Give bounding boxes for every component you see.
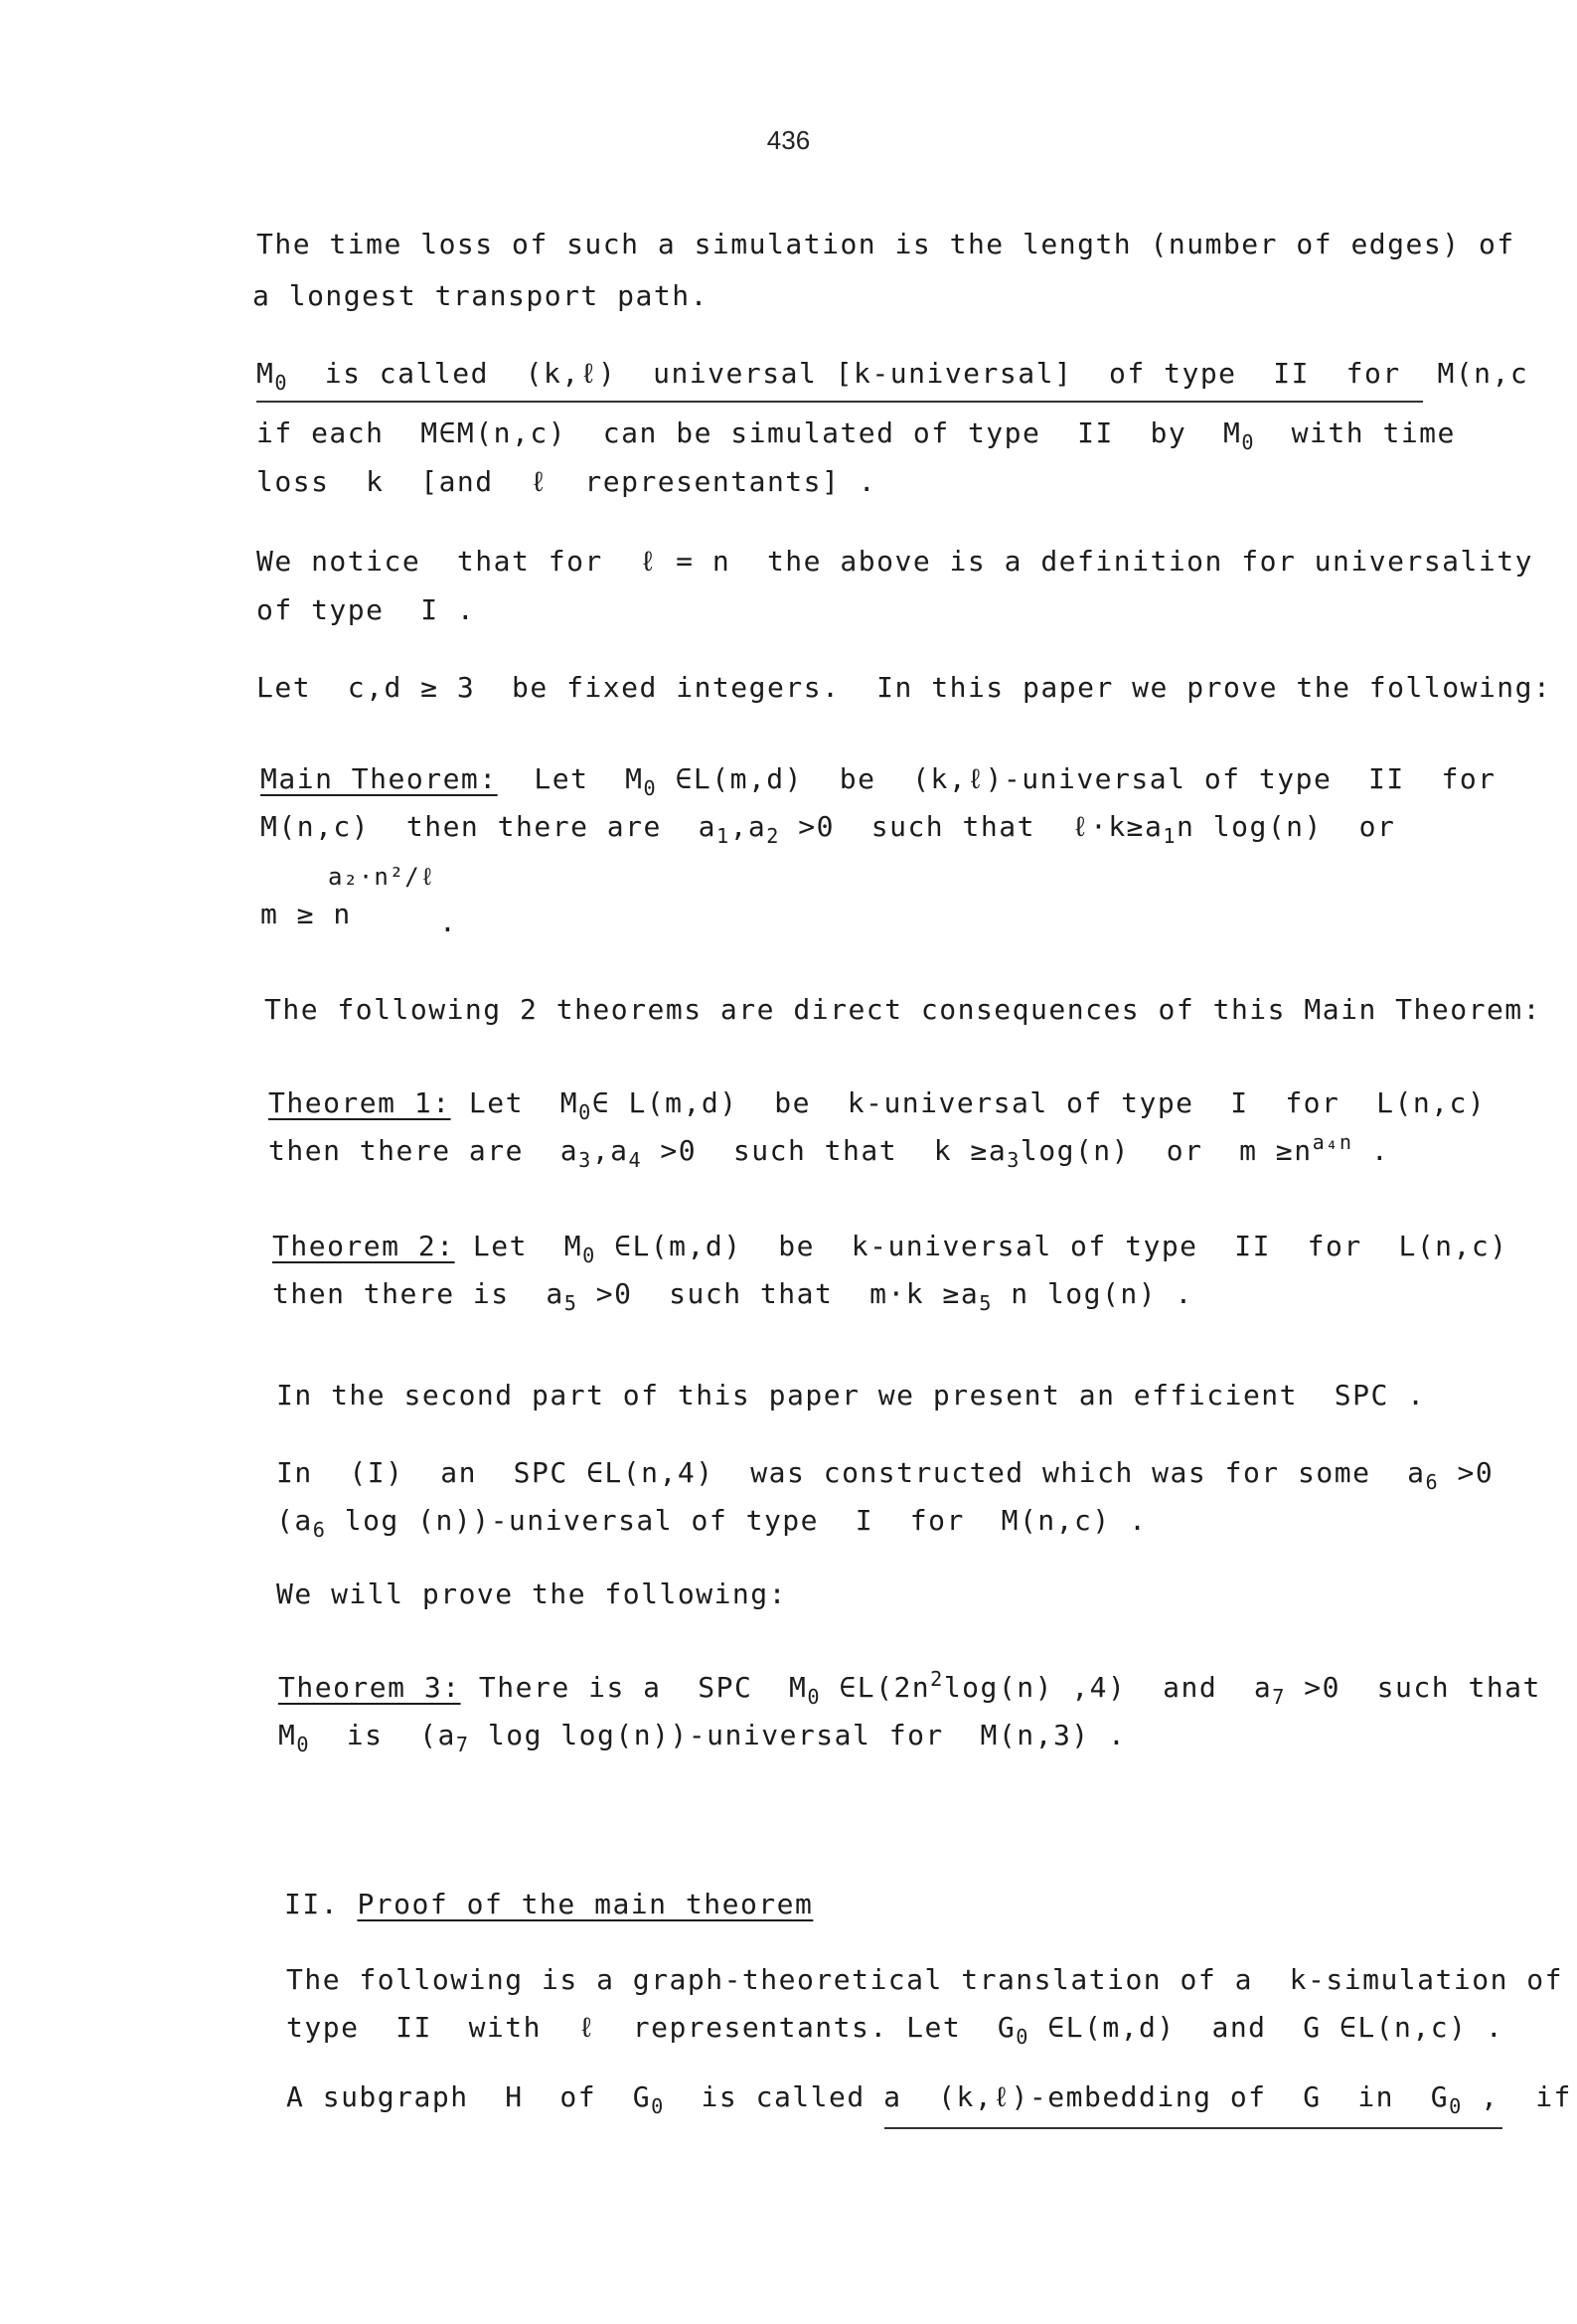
text-line <box>278 1716 1126 1755</box>
subscript: 6 <box>1425 1470 1440 1495</box>
subscript: 1 <box>715 824 730 849</box>
section-number: II. <box>284 1888 358 1920</box>
text-line <box>260 807 1395 847</box>
text-line <box>276 1501 1147 1541</box>
theorem-1-line <box>268 1083 1486 1123</box>
subscript: 0 <box>1016 2025 1029 2050</box>
text-line <box>256 414 1456 453</box>
text-line: The time loss of such a simulation is the length (number of edges) of <box>256 228 1515 260</box>
text-span: ,a <box>729 810 767 843</box>
text-span: log(n) ,4) and a <box>943 1671 1273 1704</box>
text-span: >0 such that k ≥a <box>642 1134 1008 1167</box>
text-span: is called a (k,ℓ)-embedding of G in G <box>664 2080 1450 2113</box>
text-span: >0 such that <box>1285 1671 1541 1704</box>
subscript: 3 <box>1007 1148 1021 1173</box>
text-span: Let M <box>454 1230 583 1262</box>
text-span: >0 such that ℓ·k≥a <box>779 810 1164 843</box>
text-span: type II with ℓ representants. Let G <box>286 2011 1017 2044</box>
subscript: 0 <box>1241 430 1255 455</box>
text-span: with time <box>1254 416 1456 449</box>
text-span: . <box>1352 1134 1390 1167</box>
superscript: a₄n <box>1312 1129 1353 1154</box>
subscript: 2 <box>766 824 780 849</box>
text-span: is (a <box>310 1719 456 1751</box>
text-line: a longest transport path. <box>252 279 709 312</box>
subscript: 0 <box>643 776 658 801</box>
subscript: 0 <box>1449 2094 1463 2119</box>
text-line: loss k [and ℓ representants] . <box>256 465 877 498</box>
text-span: M(n,c) then there are a <box>260 810 716 843</box>
text-span: ∈L(m,d) be (k,ℓ)-universal of type II for <box>657 762 1497 795</box>
text-line <box>272 1274 1193 1314</box>
text-span: , if <box>1462 2080 1572 2113</box>
subscript: 5 <box>563 1291 578 1316</box>
text-span: In (I) an SPC ∈L(n,4) was constructed which was for some a <box>276 1456 1426 1489</box>
text-span: ,a <box>591 1134 629 1167</box>
text-span: Let M <box>497 762 644 795</box>
text-span: >0 <box>1439 1456 1495 1489</box>
text-span: log (n))-universal of type I for M(n,c) . <box>326 1504 1148 1537</box>
text-line <box>276 1453 1494 1493</box>
text-span: ∈L(m,d) be k-universal of type II for L(n,c) <box>595 1230 1508 1262</box>
text-line <box>268 1131 1389 1171</box>
text-line: We will prove the following: <box>276 1577 788 1610</box>
text-line: The following 2 theorems are direct consequences of this Main Theorem: <box>264 993 1542 1026</box>
text-span: then there are a <box>268 1134 579 1167</box>
period: . <box>439 906 458 938</box>
superscript: 2 <box>930 1666 944 1691</box>
subscript: 5 <box>979 1291 993 1316</box>
theorem-1-label: Theorem 1: <box>268 1086 451 1119</box>
subscript: 7 <box>1272 1685 1286 1710</box>
text-line: We notice that for ℓ = n the above is a definition for universality <box>256 545 1533 578</box>
subscript: 1 <box>1163 824 1178 849</box>
text-line: In the second part of this paper we present an efficient SPC . <box>276 1379 1426 1411</box>
subscript: 0 <box>807 1685 822 1710</box>
formula-line: m ≥ n <box>260 898 352 930</box>
text-span: ∈L(m,d) and G ∈L(n,c) . <box>1028 2011 1504 2044</box>
subscript: 0 <box>296 1733 310 1757</box>
text-span: A subgraph H of G <box>286 2080 652 2113</box>
text-span: n log(n) . <box>992 1277 1193 1310</box>
subscript: 0 <box>578 1100 592 1125</box>
text-line <box>286 2008 1503 2048</box>
definition-line <box>256 354 1528 394</box>
exponent-fraction: a₂·n²/ℓ <box>328 863 436 891</box>
subscript: 0 <box>274 371 288 396</box>
main-theorem-line <box>260 759 1497 799</box>
text-span: is called (k,ℓ) universal [k-universal] of type II for M(n,c <box>288 357 1529 390</box>
horizontal-rule <box>256 401 1423 403</box>
main-theorem-label: Main Theorem: <box>260 762 498 795</box>
subscript: 0 <box>582 1244 596 1268</box>
subscript: 4 <box>628 1148 643 1173</box>
text-span: if each M∈M(n,c) can be simulated of type II by M <box>256 416 1242 449</box>
theorem-2-line <box>272 1227 1508 1266</box>
symbol: M <box>278 1719 297 1751</box>
text-span: log log(n))-universal for M(n,3) . <box>469 1719 1127 1751</box>
text-span: n log(n) or <box>1177 810 1396 843</box>
text-span: Let M <box>450 1086 579 1119</box>
text-line: Let c,d ≥ 3 be fixed integers. In this paper we prove the following: <box>256 671 1552 704</box>
text-span: There is a SPC M <box>460 1671 808 1704</box>
section-title: Proof of the main theorem <box>357 1888 814 1920</box>
symbol: M <box>256 357 275 390</box>
text-span: >0 such that m·k ≥a <box>577 1277 980 1310</box>
subscript: 6 <box>312 1518 327 1543</box>
text-span: ∈L(2n <box>821 1671 931 1704</box>
theorem-2-label: Theorem 2: <box>272 1230 455 1262</box>
text-line: of type I . <box>256 593 476 626</box>
subscript: 7 <box>455 1733 470 1757</box>
subscript: 0 <box>651 2094 665 2119</box>
text-span: (a <box>276 1504 313 1537</box>
page-number: 436 <box>766 125 811 155</box>
text-span: log(n) or m ≥n <box>1020 1134 1313 1167</box>
horizontal-rule <box>884 2127 1502 2129</box>
subscript: 3 <box>578 1148 592 1173</box>
text-span: then there is a <box>272 1277 564 1310</box>
section-heading <box>284 1885 813 1924</box>
text-line: The following is a graph-theoretical translation of a k-simulation of <box>286 1963 1564 1996</box>
theorem-3-label: Theorem 3: <box>278 1671 461 1704</box>
theorem-3-line <box>278 1668 1541 1708</box>
text-span: ∈ L(m,d) be k-universal of type I for L(n,c) <box>591 1086 1487 1119</box>
text-line <box>286 2077 1572 2117</box>
